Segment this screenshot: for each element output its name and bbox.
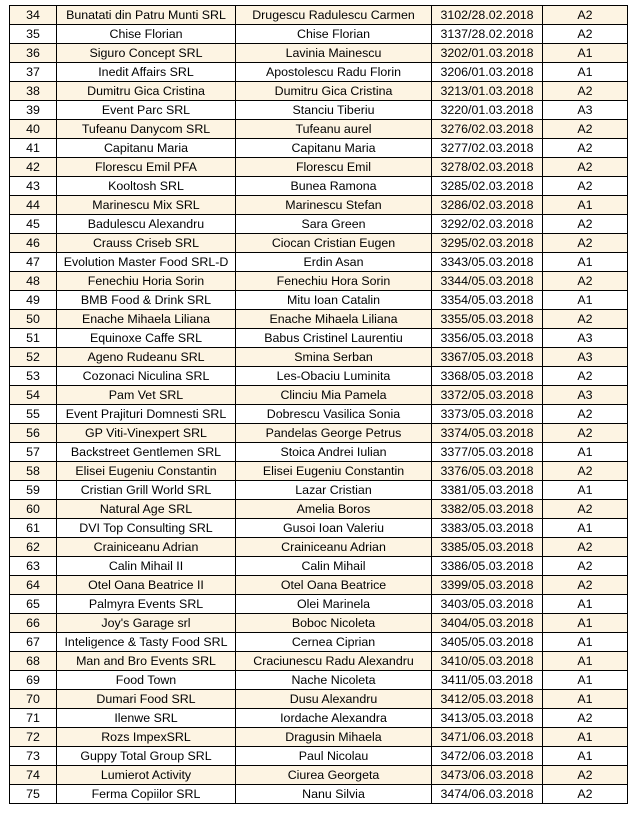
table-row [10,196,628,215]
category-cell: A2 [543,785,628,804]
table-row [10,63,628,82]
category-cell: A2 [543,310,628,329]
registration-cell: 3374/05.03.2018 [432,424,543,443]
registration-cell: 3137/28.02.2018 [432,25,543,44]
table-row [10,101,628,120]
table-row [10,158,628,177]
company-cell: BMB Food & Drink SRL [57,291,236,310]
representative-cell: Les-Obaciu Luminita [236,367,432,386]
table-row [10,291,628,310]
representative-cell: Marinescu Stefan [236,196,432,215]
table-row [10,234,628,253]
representative-cell: Pandelas George Petrus [236,424,432,443]
company-cell: Kooltosh SRL [57,177,236,196]
company-cell: Siguro Concept SRL [57,44,236,63]
table-row [10,785,628,804]
row-number-cell: 73 [10,747,57,766]
company-cell: Event Parc SRL [57,101,236,120]
row-number-cell: 46 [10,234,57,253]
category-cell: A2 [543,82,628,101]
category-cell: A3 [543,329,628,348]
representative-cell: Babus Cristinel Laurentiu [236,329,432,348]
category-cell: A2 [543,234,628,253]
registration-cell: 3404/05.03.2018 [432,614,543,633]
row-number-cell: 58 [10,462,57,481]
company-cell: Ilenwe SRL [57,709,236,728]
registration-cell: 3278/02.03.2018 [432,158,543,177]
category-cell: A2 [543,158,628,177]
row-number-cell: 41 [10,139,57,158]
row-number-cell: 59 [10,481,57,500]
category-cell: A2 [543,500,628,519]
row-number-cell: 36 [10,44,57,63]
category-cell: A1 [543,519,628,538]
representative-cell: Erdin Asan [236,253,432,272]
representative-cell: Dusu Alexandru [236,690,432,709]
company-cell: Elisei Eugeniu Constantin [57,462,236,481]
category-cell: A2 [543,766,628,785]
registration-cell: 3220/01.03.2018 [432,101,543,120]
row-number-cell: 53 [10,367,57,386]
category-cell: A2 [543,139,628,158]
representative-cell: Cernea Ciprian [236,633,432,652]
company-cell: Ageno Rudeanu SRL [57,348,236,367]
representative-cell: Clinciu Mia Pamela [236,386,432,405]
representative-cell: Sara Green [236,215,432,234]
table-row [10,6,628,25]
registration-cell: 3206/01.03.2018 [432,63,543,82]
registration-cell: 3405/05.03.2018 [432,633,543,652]
registration-cell: 3382/05.03.2018 [432,500,543,519]
category-cell: A2 [543,177,628,196]
table-row [10,443,628,462]
table-row [10,557,628,576]
table-row [10,329,628,348]
registration-cell: 3377/05.03.2018 [432,443,543,462]
category-cell: A2 [543,462,628,481]
table-row [10,633,628,652]
row-number-cell: 67 [10,633,57,652]
registration-cell: 3376/05.03.2018 [432,462,543,481]
row-number-cell: 49 [10,291,57,310]
representative-cell: Chise Florian [236,25,432,44]
category-cell: A1 [543,196,628,215]
representative-cell: Tufeanu aurel [236,120,432,139]
registration-cell: 3383/05.03.2018 [432,519,543,538]
registration-cell: 3372/05.03.2018 [432,386,543,405]
company-cell: Pam Vet SRL [57,386,236,405]
category-cell: A1 [543,44,628,63]
registration-cell: 3276/02.03.2018 [432,120,543,139]
table-row [10,44,628,63]
table-row [10,747,628,766]
company-cell: Badulescu Alexandru [57,215,236,234]
table-row [10,177,628,196]
company-cell: Guppy Total Group SRL [57,747,236,766]
table-row [10,310,628,329]
registration-cell: 3213/01.03.2018 [432,82,543,101]
row-number-cell: 34 [10,6,57,25]
table-body [10,6,628,804]
registration-cell: 3381/05.03.2018 [432,481,543,500]
company-cell: Palmyra Events SRL [57,595,236,614]
registration-cell: 3102/28.02.2018 [432,6,543,25]
company-cell: Inedit Affairs SRL [57,63,236,82]
registration-cell: 3277/02.03.2018 [432,139,543,158]
row-number-cell: 38 [10,82,57,101]
company-cell: Backstreet Gentlemen SRL [57,443,236,462]
registration-cell: 3295/02.03.2018 [432,234,543,253]
table-row [10,272,628,291]
representative-cell: Dragusin Mihaela [236,728,432,747]
company-cell: Cozonaci Niculina SRL [57,367,236,386]
row-number-cell: 44 [10,196,57,215]
row-number-cell: 48 [10,272,57,291]
company-cell: Crauss Criseb SRL [57,234,236,253]
row-number-cell: 70 [10,690,57,709]
registration-cell: 3474/06.03.2018 [432,785,543,804]
representative-cell: Craciunescu Radu Alexandru [236,652,432,671]
table-row [10,538,628,557]
company-cell: Calin Mihail II [57,557,236,576]
representative-cell: Lavinia Mainescu [236,44,432,63]
company-cell: DVI Top Consulting SRL [57,519,236,538]
category-cell: A1 [543,652,628,671]
table-row [10,253,628,272]
category-cell: A1 [543,481,628,500]
registration-cell: 3411/05.03.2018 [432,671,543,690]
table-row [10,348,628,367]
registration-cell: 3356/05.03.2018 [432,329,543,348]
table-row [10,576,628,595]
table-row [10,671,628,690]
registration-cell: 3354/05.03.2018 [432,291,543,310]
representative-cell: Ciocan Cristian Eugen [236,234,432,253]
row-number-cell: 43 [10,177,57,196]
registration-cell: 3385/05.03.2018 [432,538,543,557]
company-cell: Enache Mihaela Liliana [57,310,236,329]
representative-cell: Otel Oana Beatrice [236,576,432,595]
row-number-cell: 51 [10,329,57,348]
category-cell: A1 [543,728,628,747]
company-cell: Dumitru Gica Cristina [57,82,236,101]
category-cell: A2 [543,424,628,443]
table-row [10,462,628,481]
company-cell: Fenechiu Horia Sorin [57,272,236,291]
category-cell: A1 [543,291,628,310]
company-cell: Rozs ImpexSRL [57,728,236,747]
row-number-cell: 54 [10,386,57,405]
category-cell: A1 [543,63,628,82]
row-number-cell: 65 [10,595,57,614]
row-number-cell: 56 [10,424,57,443]
category-cell: A1 [543,633,628,652]
representative-cell: Ciurea Georgeta [236,766,432,785]
representative-cell: Iordache Alexandra [236,709,432,728]
representative-cell: Stoica Andrei Iulian [236,443,432,462]
representative-cell: Enache Mihaela Liliana [236,310,432,329]
representative-cell: Florescu Emil [236,158,432,177]
representative-cell: Gusoi Ioan Valeriu [236,519,432,538]
table-row [10,709,628,728]
row-number-cell: 60 [10,500,57,519]
row-number-cell: 68 [10,652,57,671]
row-number-cell: 69 [10,671,57,690]
company-cell: GP Viti-Vinexpert SRL [57,424,236,443]
company-cell: Inteligence & Tasty Food SRL [57,633,236,652]
table-row [10,519,628,538]
company-cell: Chise Florian [57,25,236,44]
representative-cell: Paul Nicolau [236,747,432,766]
category-cell: A2 [543,6,628,25]
representative-cell: Boboc Nicoleta [236,614,432,633]
company-cell: Otel Oana Beatrice II [57,576,236,595]
row-number-cell: 40 [10,120,57,139]
row-number-cell: 71 [10,709,57,728]
category-cell: A1 [543,747,628,766]
row-number-cell: 39 [10,101,57,120]
representative-cell: Bunea Ramona [236,177,432,196]
registration-cell: 3355/05.03.2018 [432,310,543,329]
category-cell: A2 [543,272,628,291]
category-cell: A1 [543,690,628,709]
category-cell: A1 [543,614,628,633]
row-number-cell: 72 [10,728,57,747]
company-cell: Marinescu Mix SRL [57,196,236,215]
company-cell: Lumierot Activity [57,766,236,785]
representative-cell: Apostolescu Radu Florin [236,63,432,82]
row-number-cell: 64 [10,576,57,595]
registration-cell: 3399/05.03.2018 [432,576,543,595]
company-cell: Evolution Master Food SRL-D [57,253,236,272]
table-row [10,481,628,500]
category-cell: A2 [543,405,628,424]
company-cell: Dumari Food SRL [57,690,236,709]
company-cell: Cristian Grill World SRL [57,481,236,500]
row-number-cell: 35 [10,25,57,44]
company-cell: Crainiceanu Adrian [57,538,236,557]
table-row [10,25,628,44]
category-cell: A2 [543,538,628,557]
registration-cell: 3286/02.03.2018 [432,196,543,215]
registration-cell: 3413/05.03.2018 [432,709,543,728]
row-number-cell: 47 [10,253,57,272]
representative-cell: Lazar Cristian [236,481,432,500]
table-row [10,215,628,234]
representative-cell: Calin Mihail [236,557,432,576]
company-cell: Natural Age SRL [57,500,236,519]
company-cell: Equinoxe Caffe SRL [57,329,236,348]
table-row [10,120,628,139]
representative-cell: Elisei Eugeniu Constantin [236,462,432,481]
row-number-cell: 37 [10,63,57,82]
row-number-cell: 66 [10,614,57,633]
table-row [10,424,628,443]
registration-cell: 3473/06.03.2018 [432,766,543,785]
company-cell: Bunatati din Patru Munti SRL [57,6,236,25]
table-row [10,139,628,158]
row-number-cell: 42 [10,158,57,177]
registration-cell: 3472/06.03.2018 [432,747,543,766]
company-cell: Joy's Garage srl [57,614,236,633]
row-number-cell: 50 [10,310,57,329]
representative-cell: Dobrescu Vasilica Sonia [236,405,432,424]
row-number-cell: 75 [10,785,57,804]
registration-cell: 3410/05.03.2018 [432,652,543,671]
representative-cell: Fenechiu Hora Sorin [236,272,432,291]
row-number-cell: 62 [10,538,57,557]
representative-cell: Nanu Silvia [236,785,432,804]
registration-cell: 3386/05.03.2018 [432,557,543,576]
table-row [10,500,628,519]
representative-cell: Olei Marinela [236,595,432,614]
row-number-cell: 52 [10,348,57,367]
representative-cell: Amelia Boros [236,500,432,519]
registration-cell: 3367/05.03.2018 [432,348,543,367]
company-cell: Tufeanu Danycom SRL [57,120,236,139]
registration-cell: 3412/05.03.2018 [432,690,543,709]
company-cell: Capitanu Maria [57,139,236,158]
row-number-cell: 57 [10,443,57,462]
registration-cell: 3373/05.03.2018 [432,405,543,424]
category-cell: A1 [543,595,628,614]
company-cell: Food Town [57,671,236,690]
table-row [10,386,628,405]
category-cell: A3 [543,348,628,367]
representative-cell: Drugescu Radulescu Carmen [236,6,432,25]
registration-table [9,5,628,804]
representative-cell: Capitanu Maria [236,139,432,158]
registration-cell: 3368/05.03.2018 [432,367,543,386]
company-cell: Man and Bro Events SRL [57,652,236,671]
category-cell: A2 [543,25,628,44]
table-row [10,728,628,747]
category-cell: A2 [543,576,628,595]
category-cell: A1 [543,253,628,272]
row-number-cell: 55 [10,405,57,424]
representative-cell: Stanciu Tiberiu [236,101,432,120]
registration-cell: 3343/05.03.2018 [432,253,543,272]
representative-cell: Mitu Ioan Catalin [236,291,432,310]
category-cell: A1 [543,443,628,462]
table-row [10,405,628,424]
representative-cell: Crainiceanu Adrian [236,538,432,557]
representative-cell: Smina Serban [236,348,432,367]
category-cell: A2 [543,557,628,576]
category-cell: A2 [543,367,628,386]
category-cell: A2 [543,709,628,728]
category-cell: A3 [543,101,628,120]
representative-cell: Dumitru Gica Cristina [236,82,432,101]
category-cell: A2 [543,215,628,234]
row-number-cell: 61 [10,519,57,538]
table-row [10,690,628,709]
representative-cell: Nache Nicoleta [236,671,432,690]
row-number-cell: 45 [10,215,57,234]
table-row [10,82,628,101]
company-cell: Ferma Copiilor SRL [57,785,236,804]
company-cell: Florescu Emil PFA [57,158,236,177]
registration-cell: 3403/05.03.2018 [432,595,543,614]
registration-cell: 3344/05.03.2018 [432,272,543,291]
row-number-cell: 74 [10,766,57,785]
registration-cell: 3285/02.03.2018 [432,177,543,196]
table-row [10,652,628,671]
registration-cell: 3292/02.03.2018 [432,215,543,234]
registration-cell: 3471/06.03.2018 [432,728,543,747]
category-cell: A2 [543,120,628,139]
row-number-cell: 63 [10,557,57,576]
registration-cell: 3202/01.03.2018 [432,44,543,63]
table-row [10,595,628,614]
table-row [10,367,628,386]
table-row [10,766,628,785]
table-row [10,614,628,633]
category-cell: A1 [543,671,628,690]
company-cell: Event Prajituri Domnesti SRL [57,405,236,424]
category-cell: A3 [543,386,628,405]
